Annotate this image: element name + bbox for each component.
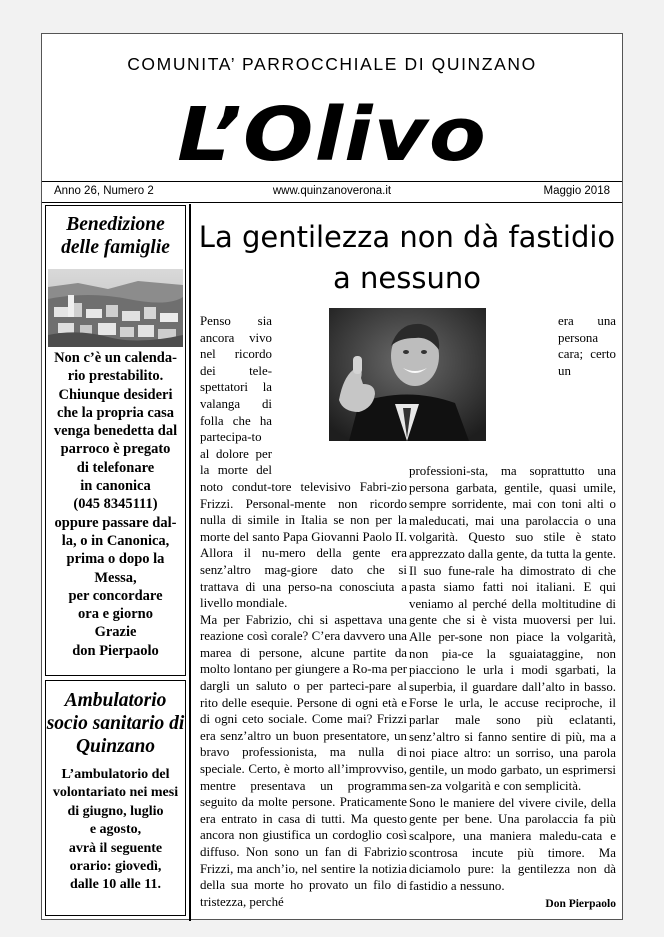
clinic-title: Ambulatorio socio sanitario di Quinzano	[46, 690, 185, 757]
article-headline: La gentilezza non dà fastidio a nessuno	[198, 220, 616, 295]
article-paragraph: Ma per Fabrizio, chi si aspettava una reazione così corale? C’era davvero una marea di persone, alcune partite da molto lontano per giungere a Ro-ma per dargli un saluto o per parteci-pare al rito delle esequie. Persone di ogni età e di ogni ceto sociale. Come mai? Frizzi era senz’altro un buon presentatore, un bravo professionista, ma nulla di speciale. Certo, è morto all’improvviso, mentre presentava un programma seguito da molte persone. Praticamente era entrato in casa di tutti. Ma questo ancora non giustifica un cordoglio così diffuso. Non sono un fan di Fabrizio Frizzi, ma anch’io, nel sentire la notizia della sua morte ho provato un filo di tristezza, perché	[200, 612, 407, 909]
article-paragraph: Penso sia ancora vivo nel ricordo dei tele-spettatori la valanga di folla che ha partecipa-to al dolore per la morte del noto condut-tore televisivo Fabri-zio Frizzi. Personal-mente non ricordo nulla di simile in Italia se non per la morte del santo Papa Giovanni Paolo II. Allora il nu-mero della gente era senz’altro mag-giore dato che si trattava di una perso-na conosciuta a livello mondiale.	[200, 314, 407, 611]
article-paragraph: era una persona cara; certo un professioni-sta, ma soprattutto una persona garbata, gentile, quasi umile, sempre sorridente, mai con toni alti o maleducati, mai una parolaccia o una volgarità. Questo suo stile è stato apprezzato dalla gente, da tutta la gente. Il suo fune-rale ha dimostrato di che pasta siamo fatti noi italiani. E qui veniamo al perché della moltitudine di gente che si è vista muoversi per lui. Alle per-sone non piace la volgarità, non pia-ce la sguaiataggine, non piacciono le urla i modi sgarbati, la superbia, il guardare dall’alto in basso. Forse le urla, le accuse reciproche, il parlar male sono più eclatanti, senz’altro si fanno sentire di più, ma a noi piace altro: un sorriso, una parola gentile, un modo garbato, un esprimersi sen-za volgarità e con semplicità.	[409, 314, 616, 794]
masthead-title: L’Olivo	[177, 92, 487, 178]
column-divider	[189, 204, 191, 921]
clinic-text: L’ambulatorio del volontariato nei mesi di giugno, luglio e agosto, avrà il seguente orario: giovedì, dalle 10 alle 11.	[52, 767, 179, 893]
article-signature: Don Pierpaolo	[545, 898, 616, 911]
community-header: COMUNITA’ PARROCCHIALE DI QUINZANO	[127, 54, 537, 74]
article-paragraph: Sono le maniere del vivere civile, della gente per bene. Una parolaccia fa più scalpore, una maniera maledu-cata e scontrosa incute più timore. Ma diciamolo pure: la gentilezza non dà fastidio a nessuno.	[409, 795, 616, 893]
village-photo	[48, 269, 183, 347]
presenter-photo	[329, 308, 486, 441]
newspaper-page	[41, 33, 623, 920]
issue-info-bar	[42, 181, 622, 203]
blessing-text: Non c’è un calenda- rio prestabilito. Chiunque desideri che la propria casa venga benedetta dal parroco è pregato di telefonare in canonica (045 8345111) oppure passare dal- la, o in Canonica, prima o dopo la Messa, per concordare ora e giorno Grazie don Pierpaolo	[53, 350, 178, 659]
issue-date: Maggio 2018	[543, 185, 610, 197]
blessing-title: Benedizione delle famiglie	[61, 214, 170, 258]
blessing-box	[45, 205, 186, 676]
website-link[interactable]: www.quinzanoverona.it	[272, 185, 392, 197]
issue-number: Anno 26, Numero 2	[54, 185, 154, 197]
clinic-box	[45, 680, 186, 916]
